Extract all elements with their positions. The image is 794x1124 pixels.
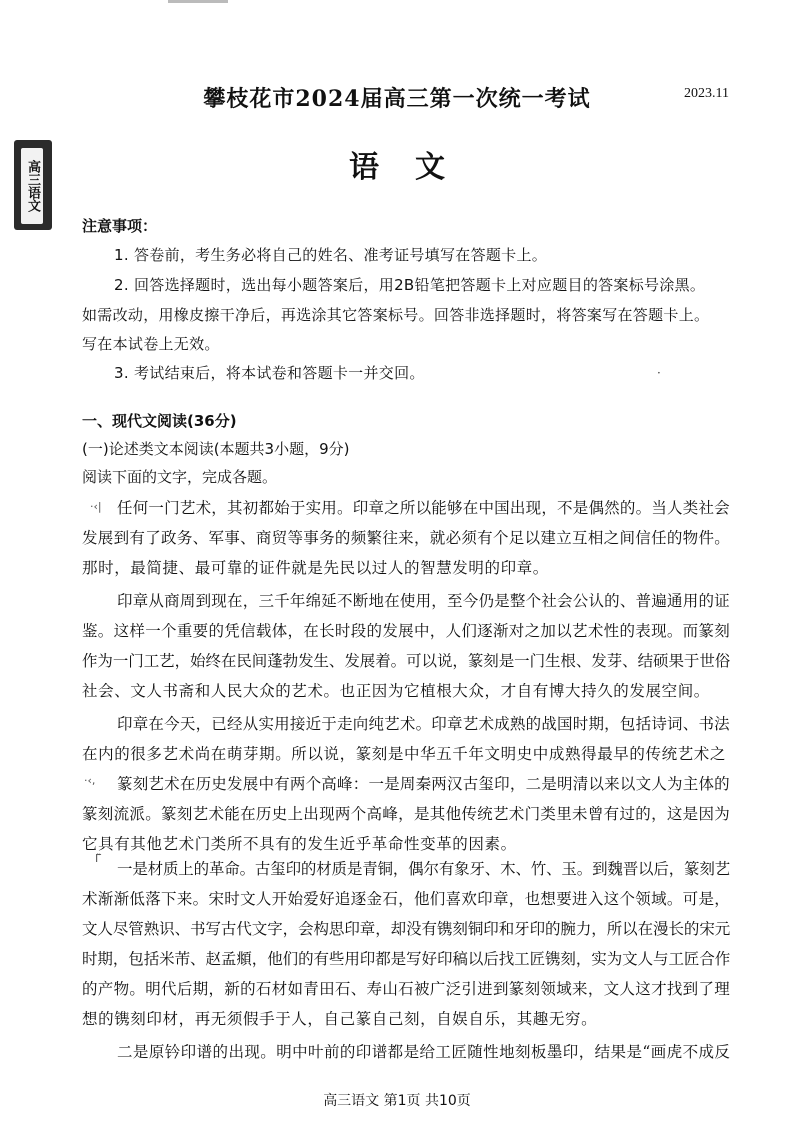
section-sub-heading: (一)论述类文本阅读(本题共3小题，9分) xyxy=(82,440,350,458)
passage-line: 那时，最简捷、最可靠的证件就是先民以过人的智慧发明的印章。 xyxy=(82,559,549,577)
passage-line: 鉴。这样一个重要的凭信载体，在长时段的发展中，人们逐渐对之加以艺术性的表现。而篆刻 xyxy=(82,622,731,640)
notice-heading: 注意事项： xyxy=(82,217,158,235)
passage-line: 的产物。明代后期，新的石材如青田石、寿山石被广泛引进到篆刻领域来，文人这才找到了理 xyxy=(82,980,731,998)
passage-line: 在内的很多艺术尚在萌芽期。所以说，篆刻是中华五千年文明史中成熟得最早的传统艺术之 xyxy=(82,745,727,763)
page-footer: 高三语文 第1页 共10页 xyxy=(323,1093,471,1109)
scan-smudge xyxy=(168,0,228,3)
section-instruction: 阅读下面的文字，完成各题。 xyxy=(82,468,278,486)
passage-line: 一是材质上的革命。古玺印的材质是青铜，偶尔有象牙、木、竹、玉。到魏晋以后，篆刻艺 xyxy=(117,860,731,878)
passage-line: 发展到有了政务、军事、商贸等事务的频繁往来，就必须有个足以建立互相之间信任的物件。 xyxy=(82,529,731,547)
notice-line: 1. 答卷前，考生务必将自己的姓名、准考证号填写在答题卡上。 xyxy=(114,246,548,264)
notice-line: 如需改动，用橡皮擦干净后，再选涂其它答案标号。回答非选择题时，将答案写在答题卡上。 xyxy=(82,306,710,324)
notice-line: 3. 考试结束后，将本试卷和答题卡一并交回。 xyxy=(114,364,425,382)
section-part-heading: 一、现代文阅读(36分) xyxy=(82,412,237,430)
passage-line: 印章在今天，已经从实用接近于走向纯艺术。印章艺术成熟的战国时期，包括诗词、书法 xyxy=(117,715,730,733)
side-tab xyxy=(14,140,52,230)
exam-title: 攀枝花市2024届高三第一次统一考试 xyxy=(203,86,591,112)
passage-line: 任何一门艺术，其初都始于实用。印章之所以能够在中国出现，不是偶然的。当人类社会 xyxy=(117,499,730,517)
passage-line: 时期，包括米芾、赵孟頫，他们的有些用印都是写好印稿以后找工匠镌刻，实为文人与工匠合作 xyxy=(82,950,731,968)
passage-line: 印章从商周到现在，三千年绵延不断地在使用，至今仍是整个社会公认的、普遍通用的证 xyxy=(117,592,730,610)
passage-line: 想的镌刻印材，再无须假手于人，自己篆自己刻，自娱自乐，其趣无穷。 xyxy=(82,1010,598,1028)
passage-line: 作为一门工艺，始终在民间蓬勃发生、发展着。可以说，篆刻是一门生根、发芽、结硕果于世俗 xyxy=(82,652,731,670)
passage-line: 术渐渐低落下来。宋时文人开始爱好追逐金石，他们喜欢印章，也想要进入这个领域。可是， xyxy=(82,890,731,908)
passage-line: 篆刻艺术在历史发展中有两个高峰：一是周秦两汉古玺印，二是明清以来以文人为主体的 xyxy=(117,775,730,793)
passage-line: 篆刻流派。篆刻艺术能在历史上出现两个高峰，是其他传统艺术门类里未曾有过的，这是因为 xyxy=(82,805,731,823)
passage-line: 它具有其他艺术门类所不具有的发生近乎革命性变革的因素。 xyxy=(82,835,517,853)
margin-mark: Γ̃ xyxy=(95,852,102,865)
margin-mark: ·‹, xyxy=(84,774,96,787)
margin-mark: ·‹| xyxy=(90,500,102,513)
notice-line: 2. 回答选择题时，选出每小题答案后，用2B铅笔把答题卡上对应题目的答案标号涂黑。 xyxy=(114,276,706,294)
exam-date: 2023.11 xyxy=(684,86,729,101)
notice-line: 写在本试卷上无效。 xyxy=(82,335,220,353)
side-tab-label: 高三语文 xyxy=(21,148,43,224)
passage-line: 社会、文人书斋和人民大众的艺术。也正因为它植根大众，才自有博大持久的发展空间。 xyxy=(82,682,710,700)
subject-title: 语文 xyxy=(349,150,481,185)
passage-line: 文人尽管熟识、书写古代文字，会构思印章，却没有镌刻铜印和牙印的腕力，所以在漫长的宋元 xyxy=(82,920,731,938)
passage-line: 二是原钤印谱的出现。明中叶前的印谱都是给工匠随性地刻板墨印，结果是“画虎不成反 xyxy=(117,1043,731,1061)
scan-dot: · xyxy=(657,366,661,380)
